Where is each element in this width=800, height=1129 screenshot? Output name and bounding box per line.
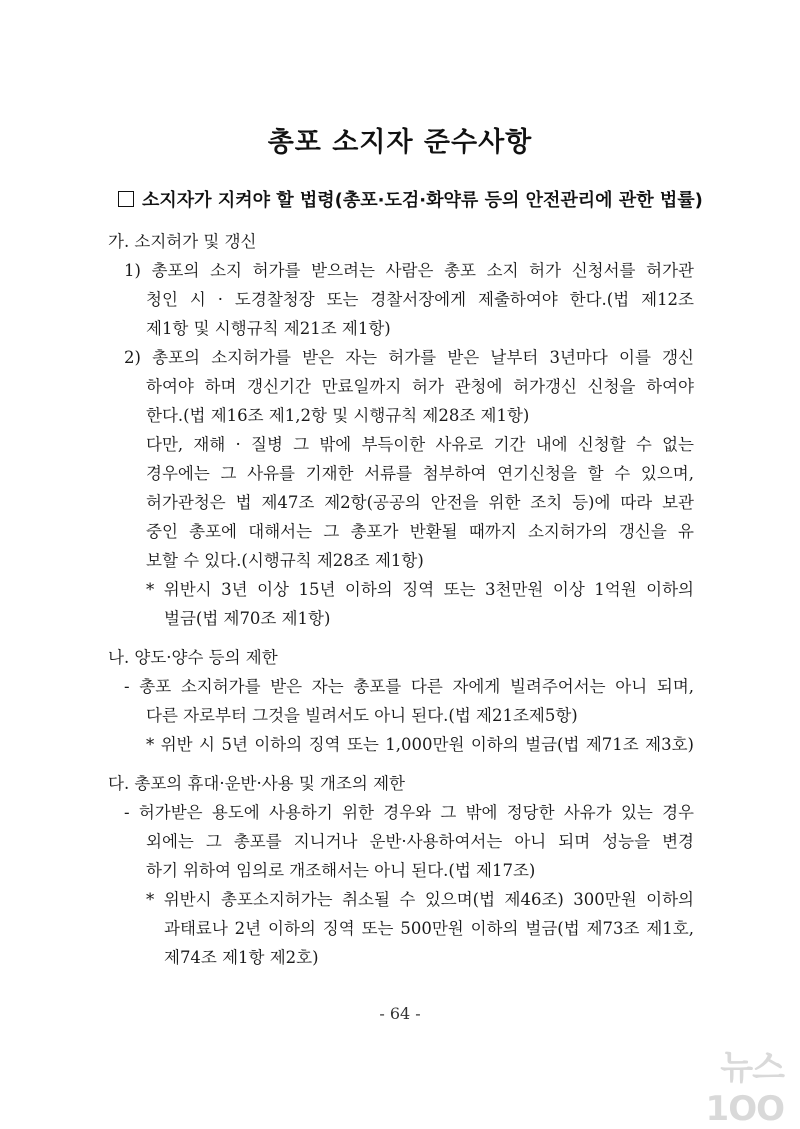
paragraph-line: 중인 총포에 대해서는 그 총포가 반환될 때까지 소지허가의 갱신을 유 [146, 522, 694, 541]
paragraph-line: 경우에는 그 사유를 기재한 서류를 첨부하여 연기신청을 할 수 있으며, [146, 464, 694, 483]
penalty-note: * 위반시 3년 이상 15년 이하의 징역 또는 3천만원 이상 1억원 이하의 [146, 580, 694, 599]
paragraph-line: 보할 수 있다.(시행규칙 제28조 제1항) [146, 551, 424, 570]
paragraph-line: 2) 총포의 소지허가를 받은 자는 허가를 받은 날부터 3년마다 이를 갱신 [124, 348, 694, 367]
paragraph-line: 다른 자로부터 그것을 빌려서도 아니 된다.(법 제21조제5항) [146, 706, 578, 725]
penalty-note: * 위반 시 5년 이하의 징역 또는 1,000만원 이하의 벌금(법 제71조 제3호) [146, 735, 694, 754]
page-number: - 64 - [379, 1004, 421, 1023]
paragraph-line: 하기 위하여 임의로 개조해서는 아니 된다.(법 제17조) [146, 861, 536, 880]
section-heading [118, 186, 718, 212]
penalty-note: * 위반시 총포소지허가는 취소될 수 있으며(법 제46조) 300만원 이하의 [146, 890, 694, 909]
paragraph-line: 하여야 하며 갱신기간 만료일까지 허가 관청에 허가갱신 신청을 하여야 [146, 377, 694, 396]
penalty-note: 제74조 제1항 제2호) [164, 948, 319, 967]
paragraph-line: 외에는 그 총포를 지니거나 운반·사용하여서는 아니 되며 성능을 변경 [146, 832, 694, 851]
subheading-na: 나. 양도·양수 등의 제한 [108, 648, 278, 667]
subheading-ga: 가. 소지허가 및 갱신 [108, 232, 257, 251]
section-heading-text: 소지자가 지켜야 할 법령(총포·도검·화약류 등의 안전관리에 관한 법률) [142, 190, 703, 211]
paragraph-line: - 허가받은 용도에 사용하기 위한 경우와 그 밖에 정당한 사유가 있는 경우 [124, 803, 694, 822]
penalty-note: 과태료나 2년 이하의 징역 또는 500만원 이하의 벌금(법 제73조 제1호, [164, 919, 694, 938]
paragraph-line: 한다.(법 제16조 제1,2항 및 시행규칙 제28조 제1항) [146, 406, 530, 425]
paragraph-line: 허가관청은 법 제47조 제2항(공공의 안전을 위한 조치 등)에 따라 보관 [146, 493, 694, 512]
paragraph-line: 제1항 및 시행규칙 제21조 제1항) [146, 319, 391, 338]
paragraph-line: 1) 총포의 소지 허가를 받으려는 사람은 총포 소지 허가 신청서를 허가관 [124, 261, 694, 280]
paragraph-line: 청인 시 · 도경찰청장 또는 경찰서장에게 제출하여야 한다.(법 제12조 [146, 290, 694, 309]
subheading-da: 다. 총포의 휴대·운반·사용 및 개조의 제한 [108, 774, 405, 793]
watermark-logo: 뉴스1OO [705, 1048, 784, 1129]
checkbox-square-icon [118, 191, 134, 207]
paragraph-line: - 총포 소지허가를 받은 자는 총포를 다른 자에게 빌려주어서는 아니 되며, [124, 677, 694, 696]
page-title: 총포 소지자 준수사항 [267, 127, 533, 158]
paragraph-line: 다만, 재해 · 질병 그 밖에 부득이한 사유로 기간 내에 신청할 수 없는 [146, 435, 694, 454]
penalty-note: 벌금(법 제70조 제1항) [164, 609, 331, 628]
